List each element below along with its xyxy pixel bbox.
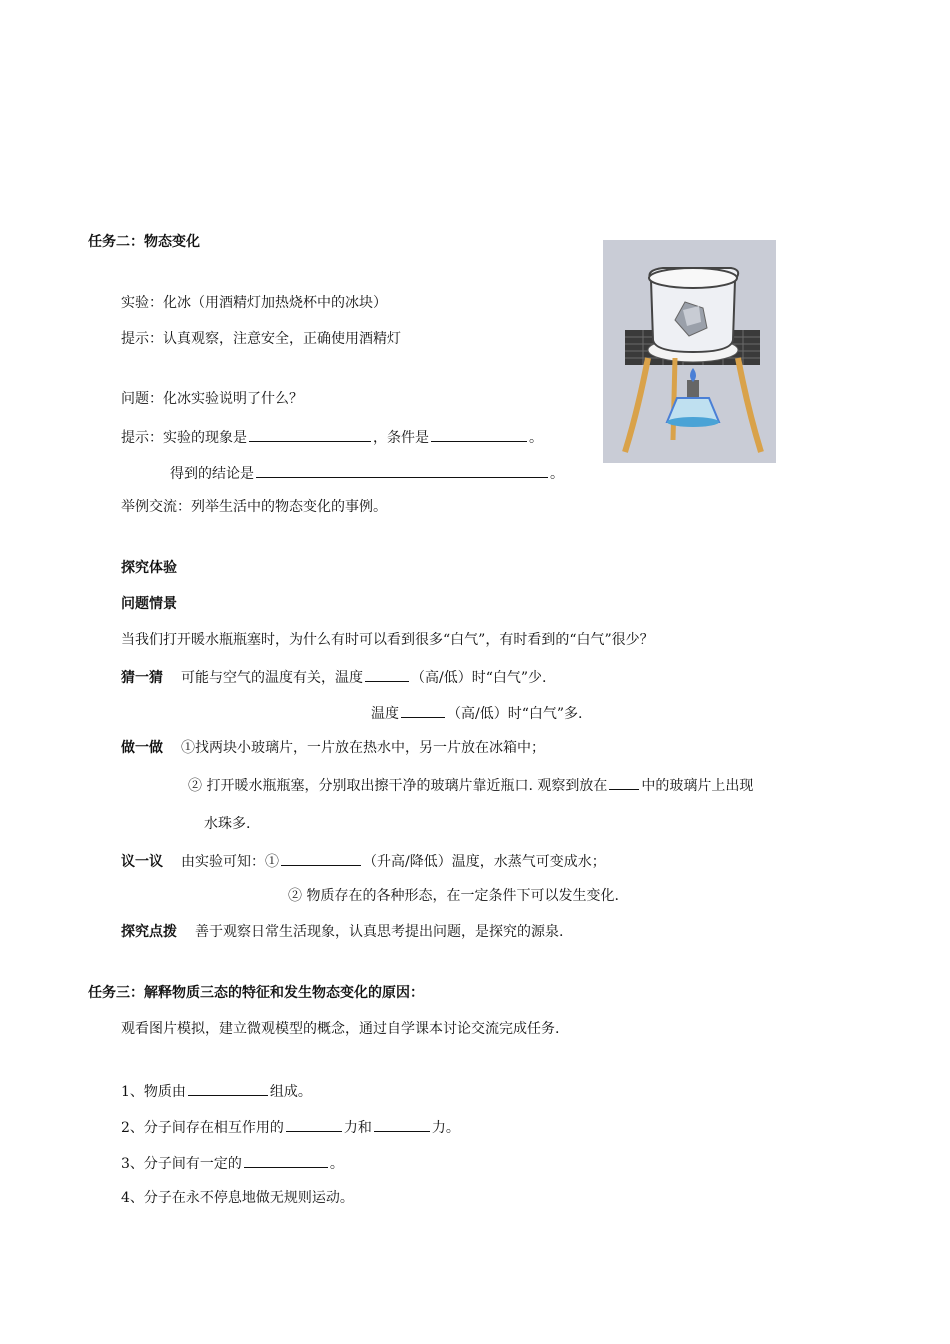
item-4: 4、分子在永不停息地做无规则运动。 <box>121 1190 354 1206</box>
guess-line-2 <box>371 703 582 723</box>
conclusion-line <box>170 463 564 483</box>
guess-text-1a: 可能与空气的温度有关，温度 <box>181 670 363 686</box>
tip1-text: 提示：认真观察，注意安全，正确使用酒精灯 <box>121 331 401 347</box>
guess-text-2a: 温度 <box>371 706 399 722</box>
beaker-heating-image <box>603 240 776 463</box>
guess-blank-1[interactable] <box>365 667 409 682</box>
item2-blank-2[interactable] <box>374 1117 430 1132</box>
guess-text-1b: （高/低）时“白气”少. <box>411 670 547 686</box>
phenomenon-blank[interactable] <box>249 427 371 442</box>
item3-a: 3、分子间有一定的 <box>121 1156 242 1172</box>
beaker-illustration <box>603 240 776 463</box>
condition-blank[interactable] <box>431 427 527 442</box>
do-label: 做一做 <box>121 740 163 756</box>
item3-blank[interactable] <box>244 1153 328 1168</box>
do-text-2a: ② 打开暖水瓶瓶塞，分别取出擦干净的玻璃片靠近瓶口. 观察到放在 <box>188 778 608 794</box>
item2-b: 力和 <box>343 1120 372 1136</box>
conclusion-prefix: 得到的结论是 <box>170 466 254 482</box>
item1-b: 组成。 <box>269 1084 312 1100</box>
discuss-blank[interactable] <box>281 851 361 866</box>
item2-a: 2、分子间存在相互作用的 <box>121 1120 284 1136</box>
item-1 <box>121 1081 312 1101</box>
discuss-text-1b: （升高/降低）温度，水蒸气可变成水； <box>363 854 606 870</box>
discuss-text-1a: 由实验可知：① <box>181 854 279 870</box>
guess-label: 猜一猜 <box>121 670 163 686</box>
tip2-prefix: 提示：实验的现象是 <box>121 430 247 446</box>
item2-c: 力。 <box>431 1120 460 1136</box>
item1-a: 1、物质由 <box>121 1084 186 1100</box>
item-2 <box>121 1117 460 1137</box>
tip-label: 探究点拨 <box>121 924 177 940</box>
question-text: 问题：化冰实验说明了什么？ <box>121 391 303 407</box>
experiment-text: 实验：化冰（用酒精灯加热烧杯中的冰块） <box>121 295 387 311</box>
do-text-2b: 中的玻璃片上出现 <box>641 778 754 794</box>
tip2-mid: ，条件是 <box>373 430 429 446</box>
guess-line-1 <box>121 667 546 687</box>
conclusion-end: 。 <box>550 466 564 482</box>
item2-blank-1[interactable] <box>286 1117 342 1132</box>
do-line-2 <box>188 775 753 795</box>
discuss-label: 议一议 <box>121 854 163 870</box>
item-3 <box>121 1153 344 1173</box>
guess-text-2b: （高/低）时“白气”多. <box>447 706 583 722</box>
conclusion-blank[interactable] <box>256 463 548 478</box>
guess-blank-2[interactable] <box>401 703 445 718</box>
do-blank[interactable] <box>609 775 639 790</box>
discuss-text-2: ② 物质存在的各种形态，在一定条件下可以发生变化. <box>288 888 619 904</box>
do-text-1: ①找两块小玻璃片，一片放在热水中，另一片放在冰箱中； <box>181 740 545 756</box>
item1-blank[interactable] <box>188 1081 268 1096</box>
do-text-3: 水珠多. <box>204 816 251 832</box>
explore-title: 探究体验 <box>121 560 177 576</box>
tip2-line <box>121 427 543 447</box>
item3-b: 。 <box>329 1156 344 1172</box>
task3-title: 任务三：解释物质三态的特征和发生物态变化的原因： <box>88 985 424 1001</box>
scenario-title: 问题情景 <box>121 596 177 612</box>
task2-title: 任务二：物态变化 <box>88 234 200 250</box>
do-line-1 <box>121 739 545 757</box>
scenario-text: 当我们打开暖水瓶瓶塞时，为什么有时可以看到很多“白气”，有时看到的“白气”很少？ <box>121 632 654 648</box>
tip2-end: 。 <box>529 430 543 446</box>
discuss-line-1 <box>121 851 606 871</box>
example-text: 举例交流：列举生活中的物态变化的事例。 <box>121 499 387 515</box>
tip-line <box>121 923 563 941</box>
tip-text: 善于观察日常生活现象，认真思考提出问题，是探究的源泉. <box>195 924 564 940</box>
task3-intro: 观看图片模拟，建立微观模型的概念，通过自学课本讨论交流完成任务. <box>121 1021 560 1037</box>
